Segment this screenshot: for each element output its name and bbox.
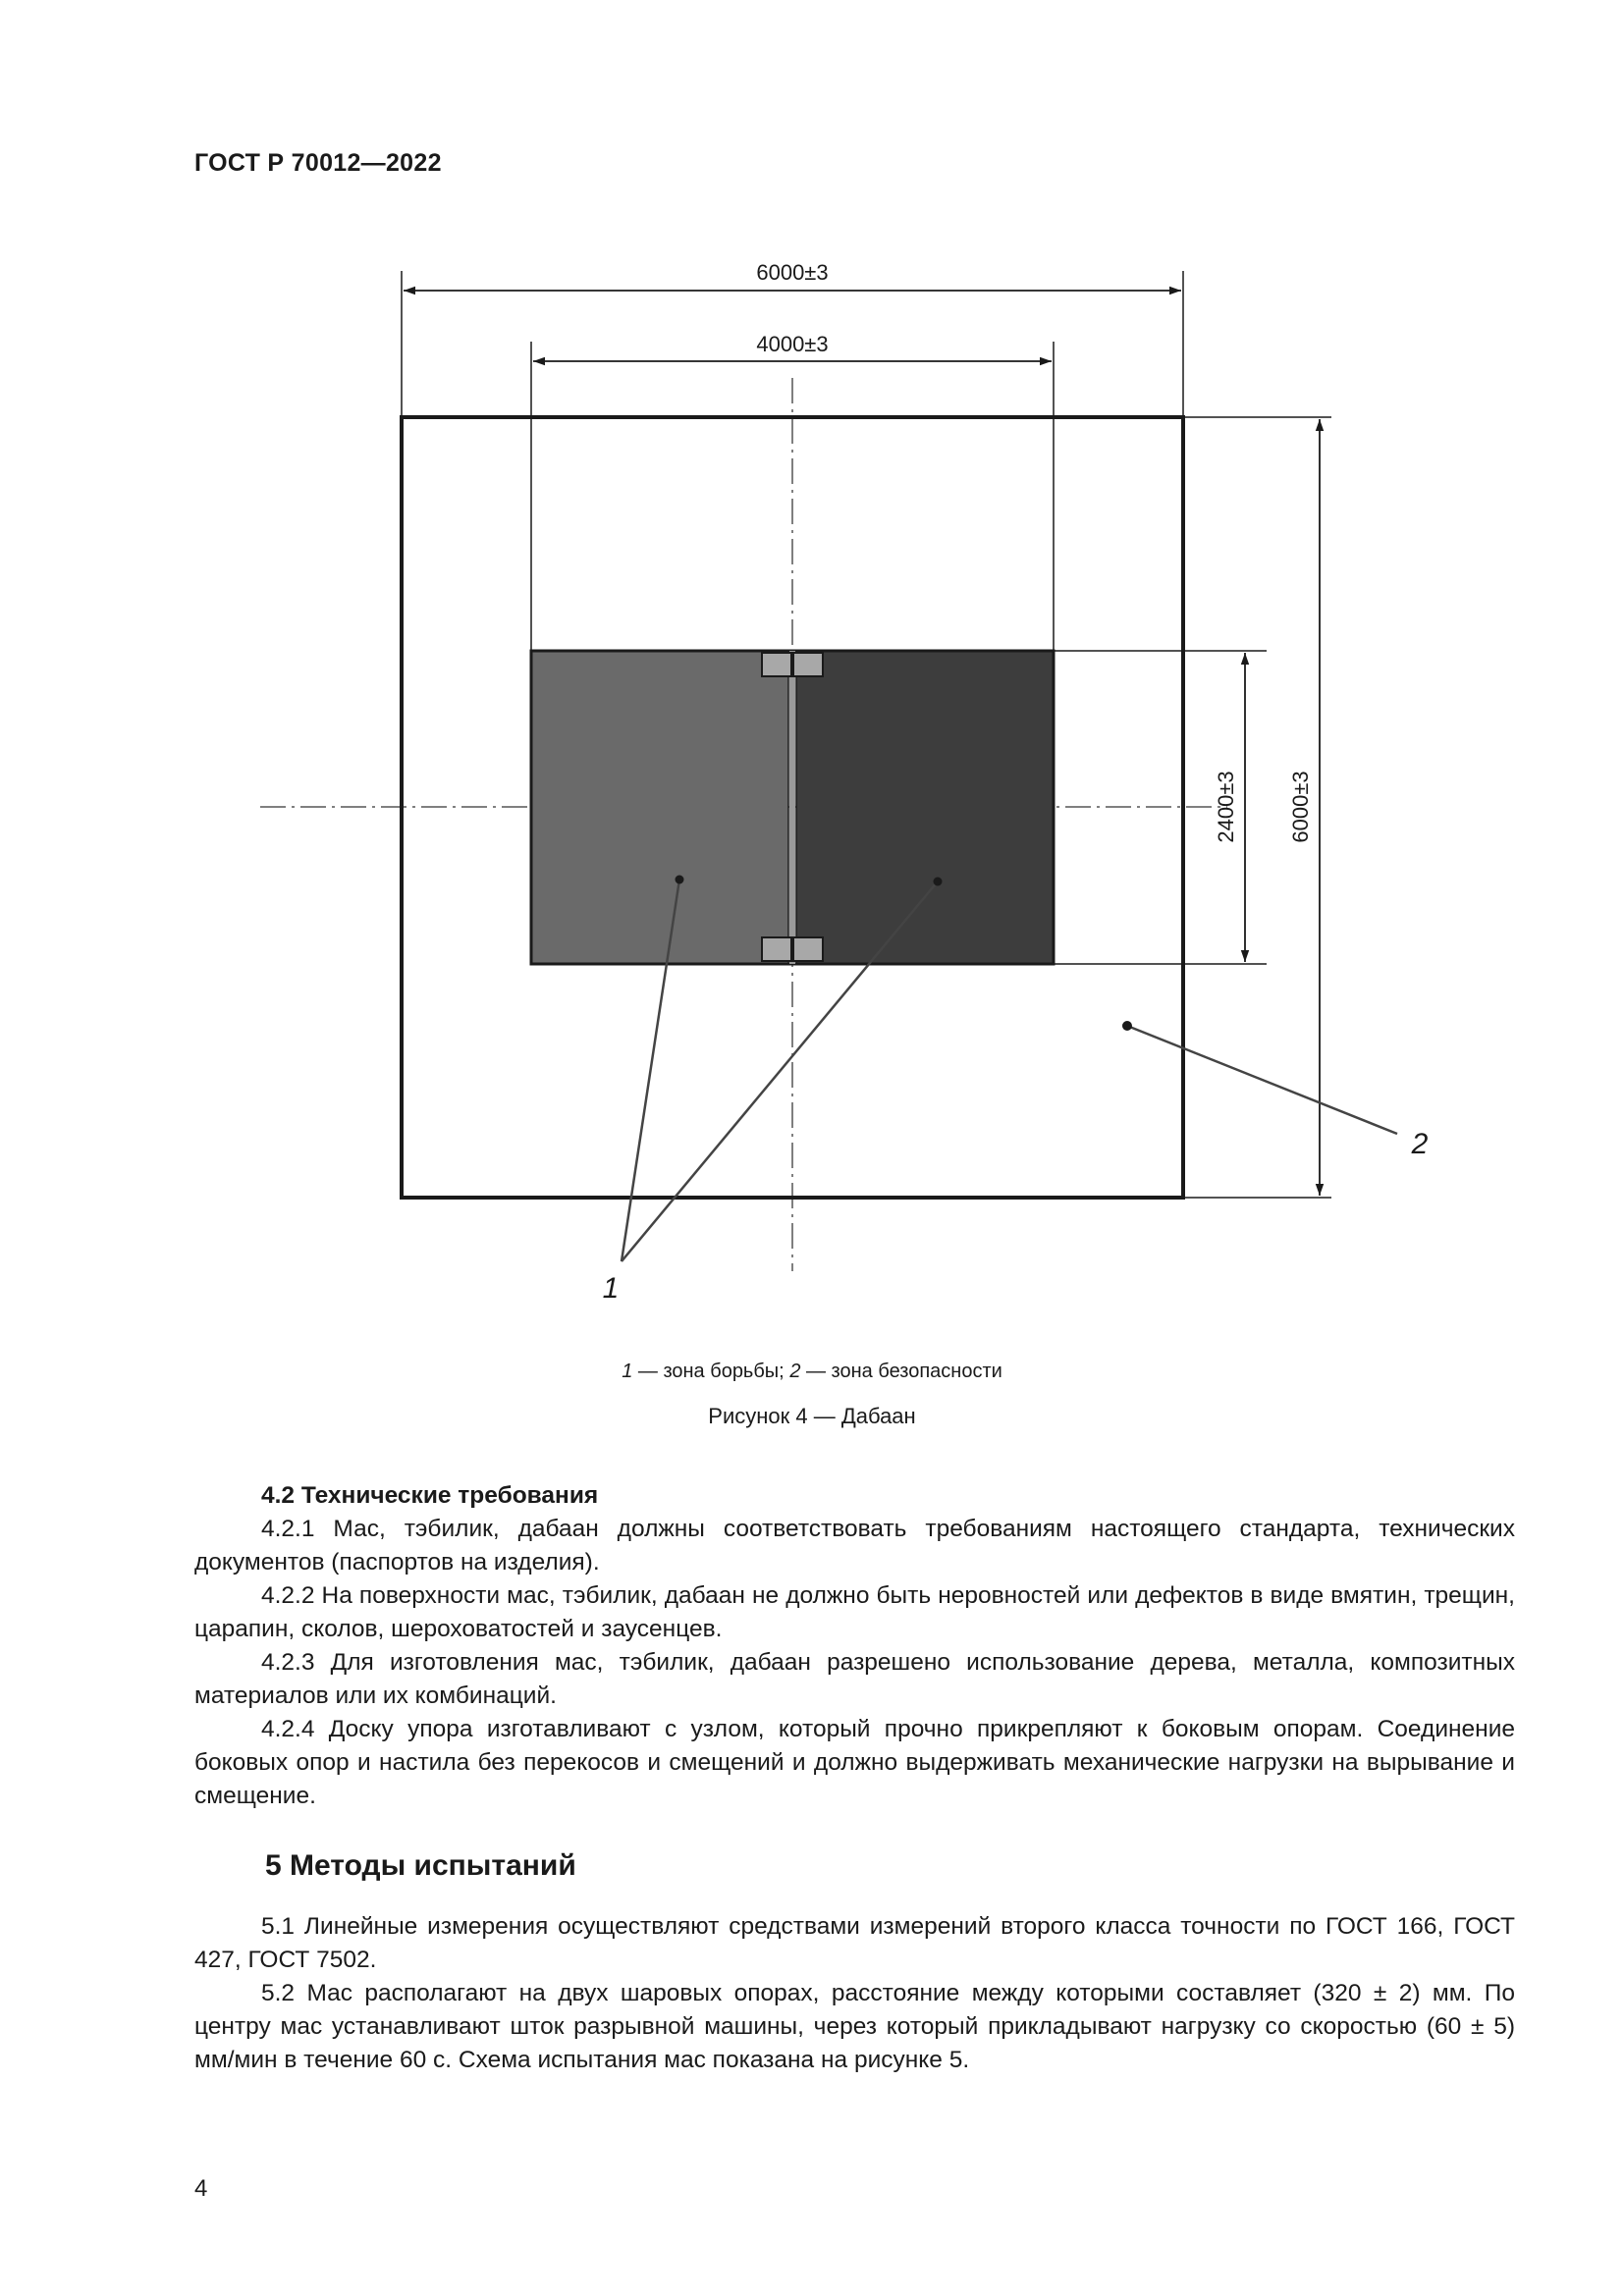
paragraph: 4.2.1 Мас, тэбилик, дабаан должны соответствовать требованиям настоящего стандарта, технических документов (паспортов на изделия).: [194, 1516, 1515, 1575]
section-4-2: [194, 1479, 1515, 1813]
legend-num-2: 2: [789, 1361, 801, 1382]
page-number: 4: [194, 2175, 208, 2202]
zone-right: [796, 651, 1054, 964]
dim-outer-width: 6000±3: [756, 260, 829, 285]
callout-2: 2: [1411, 1128, 1429, 1160]
paragraph: 4.2.3 Для изготовления мас, тэбилик, дабаан разрешено использование дерева, металла, композитных материалов или их комбинаций.: [194, 1649, 1515, 1709]
zone-left: [531, 651, 788, 964]
paragraph: 4.2.2 На поверхности мас, тэбилик, дабаан не должно быть неровностей или дефектов в виде вмятин, трещин, царапин, сколов, шероховатостей и заусенцев.: [194, 1582, 1515, 1642]
figure-caption: Рисунок 4 — Дабаан: [708, 1404, 916, 1428]
dim-inner-width: 4000±3: [756, 332, 829, 356]
document-header: ГОСТ Р 70012—2022: [194, 149, 442, 177]
paragraph: 5.1 Линейные измерения осуществляют средствами измерений второго класса точности по ГОСТ 166, ГОСТ 427, ГОСТ 7502.: [194, 1913, 1515, 1973]
legend-text-2: — зона безопасности: [800, 1361, 1002, 1382]
paragraph: 4.2.4 Доску упора изготавливают с узлом, который прочно прикрепляют к боковым опорам. Соединение боковых опор и настила без перекосов и смещений и должно выдерживать механические нагрузки на вырывание и смещение.: [194, 1716, 1515, 1809]
section-5: [194, 1910, 1515, 2077]
callout-1: 1: [602, 1272, 620, 1305]
dim-mat-height: 2400±3: [1214, 771, 1238, 843]
figure-legend: [0, 1361, 1624, 1383]
dim-outer-height: 6000±3: [1288, 771, 1313, 843]
paragraph: 5.2 Мас располагают на двух шаровых опорах, расстояние между которыми составляет (320 ± 2) мм. По центру мас устанавливают шток разрывной машины, через который прикладывают нагрузку со скоростью (60 ± 5) мм/мин в течение 60 с. Схема испытания мас показана на рисунке 5.: [194, 1980, 1515, 2073]
section-title: 5 Методы испытаний: [265, 1849, 576, 1882]
legend-text-1: — зона борьбы;: [632, 1361, 790, 1382]
section-heading: 4.2 Технические требования: [261, 1482, 599, 1509]
legend-num-1: 1: [622, 1361, 633, 1382]
